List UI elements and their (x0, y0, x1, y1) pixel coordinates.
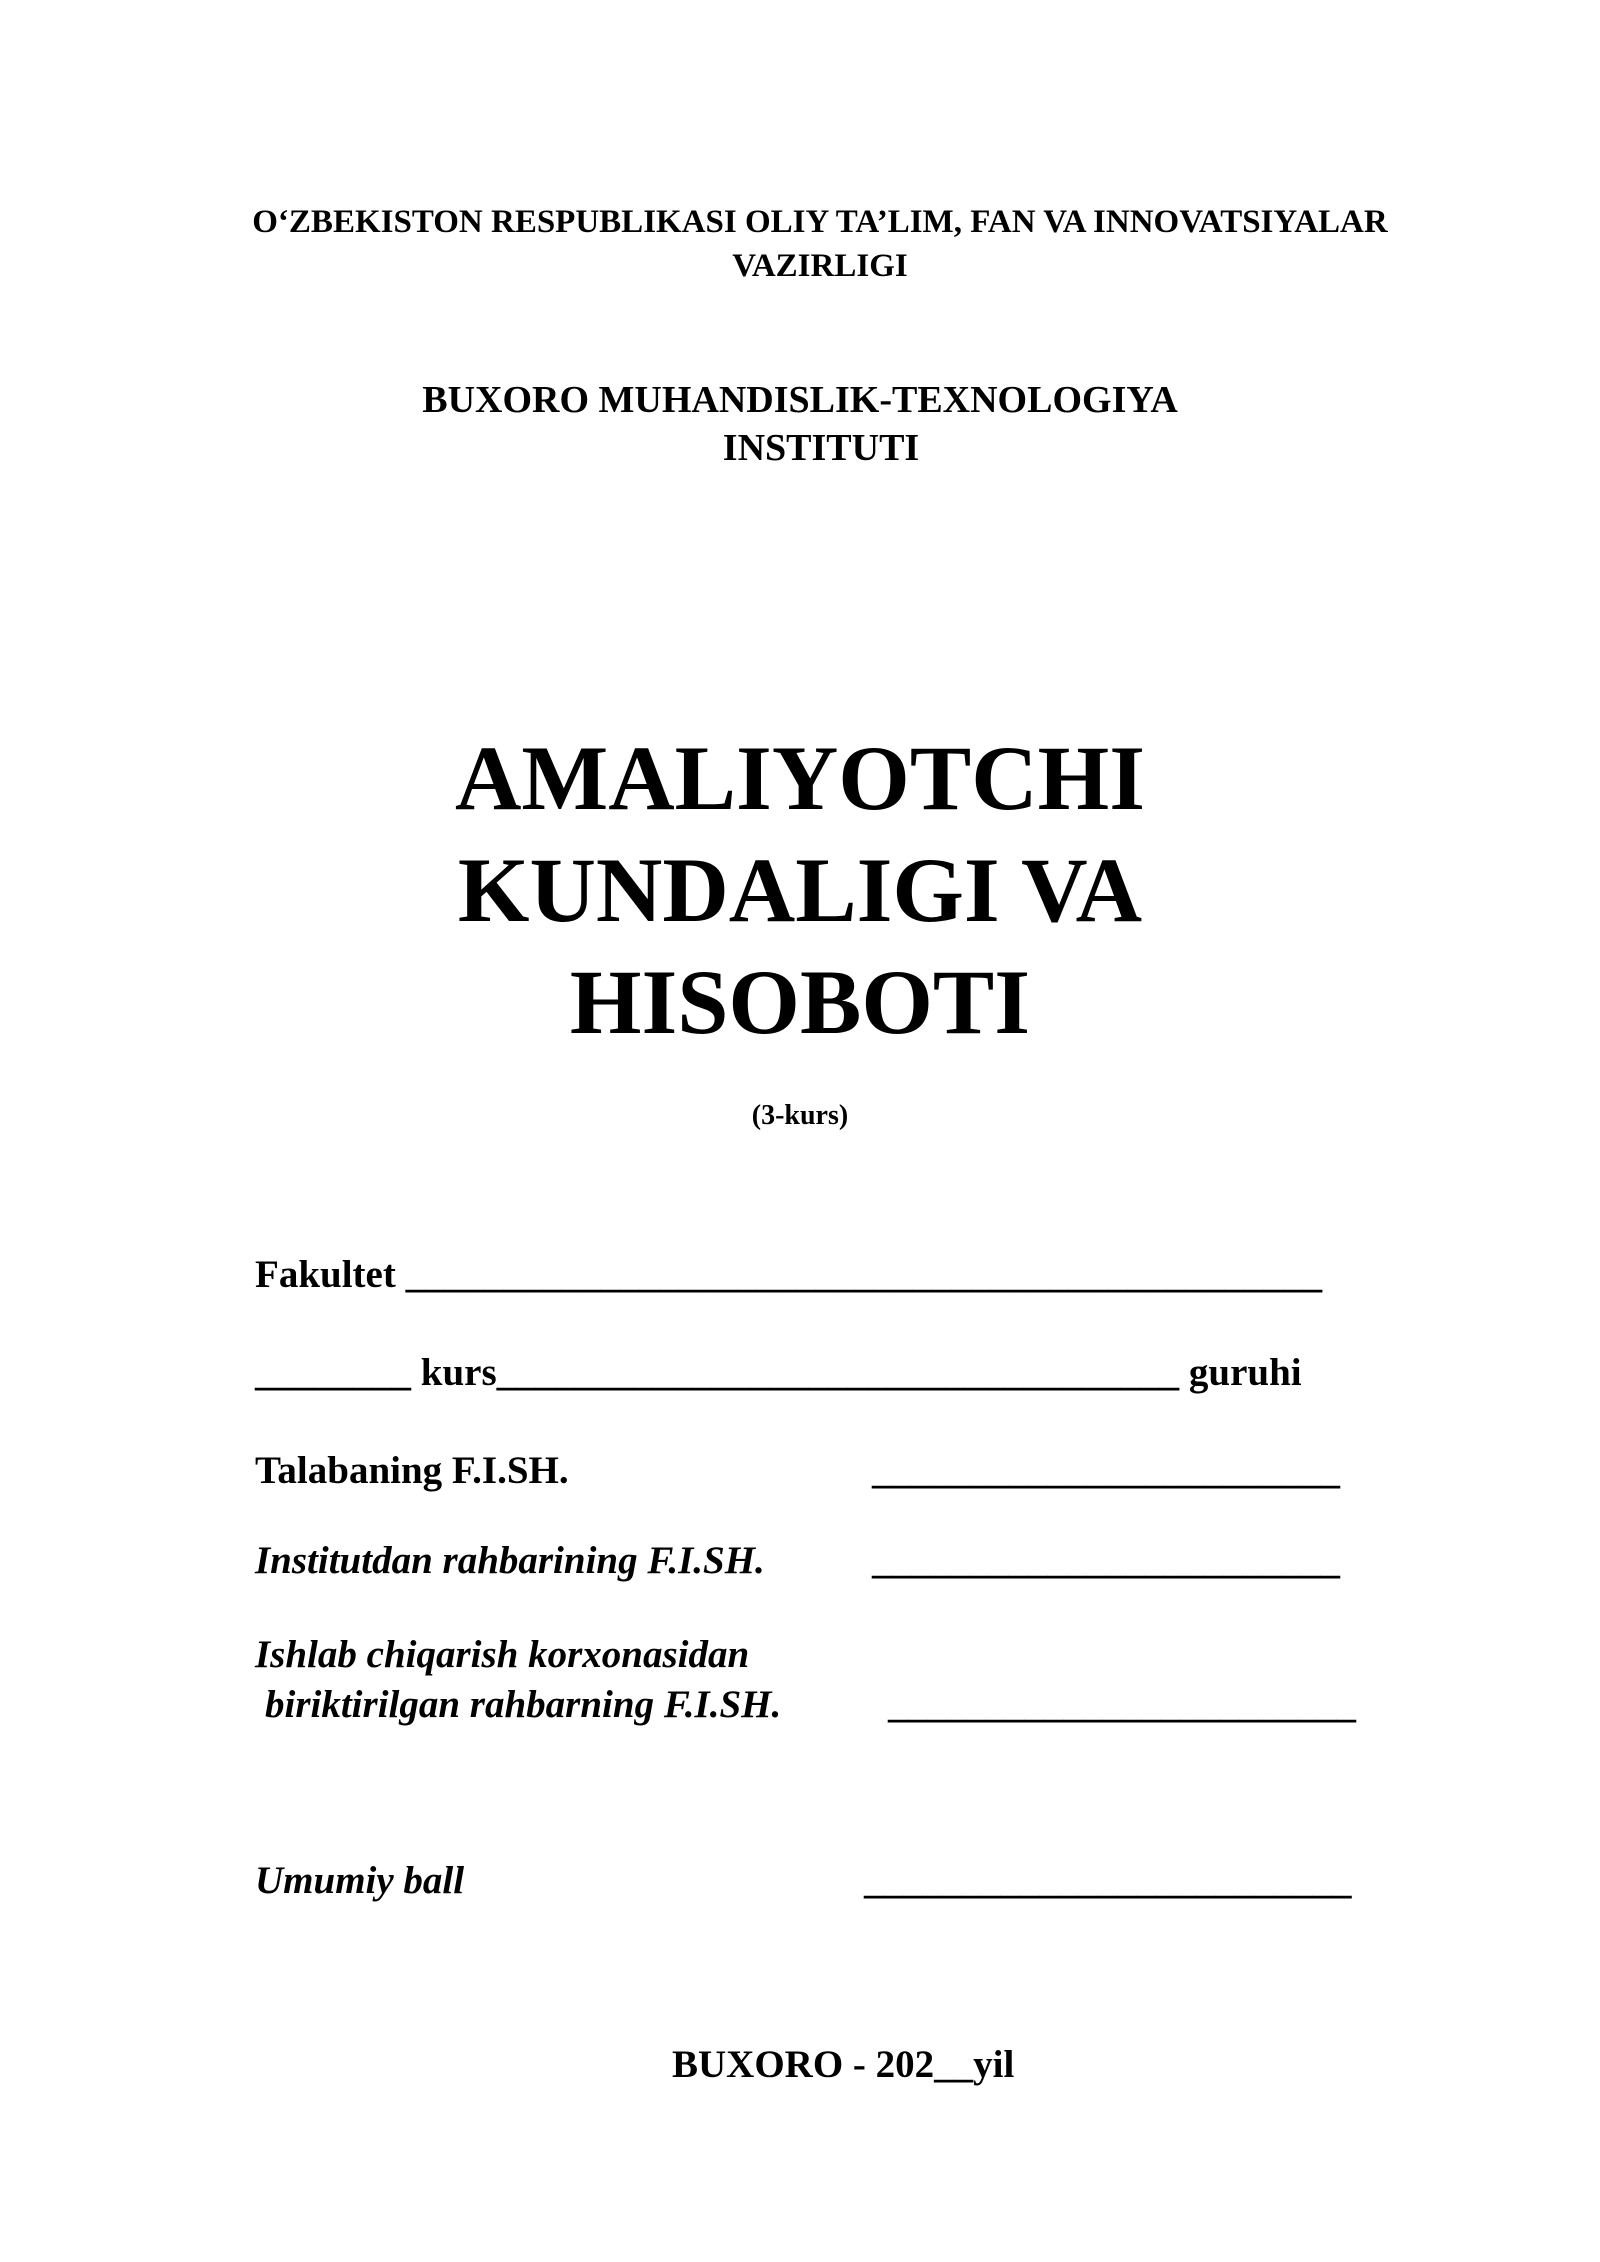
group-label: guruhi (1188, 1351, 1302, 1394)
institute-line-1: BUXORO MUHANDISLIK-TEXNOLOGIYA (422, 379, 1178, 421)
course-subtitle: (3-kurs) (751, 1100, 849, 1131)
institute-line-2: INSTITUTI (722, 427, 920, 469)
title-line-2: KUNDALIGI VA (457, 839, 1143, 941)
enterprise-leader-label-line-2: biriktirilgan rahbarning F.I.SH. (265, 1683, 782, 1726)
student-name-label: Talabaning F.I.SH. (255, 1449, 569, 1492)
faculty-blank[interactable]: _______________________________________________ (405, 1253, 1323, 1296)
title-line-1: AMALIYOTCHI (454, 727, 1146, 829)
ministry-line-1: O‘ZBEKISTON RESPUBLIKASI OLIY TA’LIM, FAN VA INNOVATSIYALAR (252, 204, 1388, 240)
course-group-row (255, 1348, 1302, 1398)
student-name-blank[interactable]: ________________________ (872, 1449, 1340, 1492)
enterprise-leader-blank[interactable]: ________________________ (888, 1683, 1356, 1726)
faculty-row (255, 1250, 1322, 1300)
city-year-footer: BUXORO - 202__yil (672, 2043, 1015, 2086)
institute-name (0, 376, 1600, 472)
total-score-blank[interactable]: _________________________ (864, 1859, 1352, 1902)
ministry-name (0, 200, 1600, 288)
ministry-line-2: VAZIRLIGI (732, 248, 908, 284)
enterprise-leader-label-line-1: Ishlab chiqarish korxonasidan (255, 1633, 750, 1676)
course-label: kurs (420, 1351, 497, 1394)
title-line-3: HISOBOTI (569, 951, 1031, 1053)
faculty-label: Fakultet (255, 1253, 396, 1296)
institute-leader-label: Institutdan rahbarining F.I.SH. (255, 1539, 765, 1582)
course-blank[interactable]: ________ (255, 1351, 411, 1394)
document-title (0, 722, 1600, 1058)
total-score-label: Umumiy ball (255, 1859, 465, 1902)
group-blank[interactable]: ___________________________________ (496, 1351, 1180, 1394)
institute-leader-blank[interactable]: ________________________ (872, 1539, 1340, 1582)
